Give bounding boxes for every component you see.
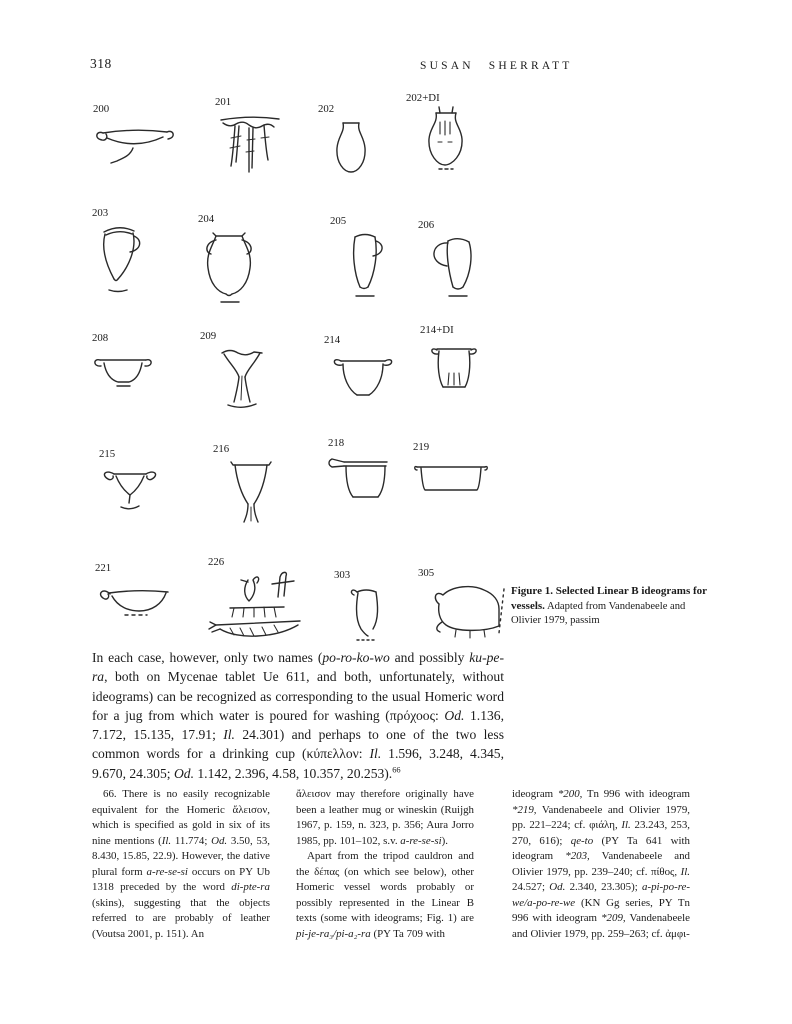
ideogram-label: 214 bbox=[324, 334, 341, 346]
ideogram-202 bbox=[318, 103, 374, 179]
footnote-column-1 bbox=[92, 787, 270, 942]
ideogram-label: 206 bbox=[418, 219, 435, 231]
ideogram-305-drawing bbox=[426, 581, 508, 643]
ideogram-205 bbox=[330, 215, 388, 303]
ideogram-216 bbox=[213, 443, 279, 529]
ideogram-221-drawing bbox=[95, 576, 177, 622]
ideogram-203 bbox=[92, 207, 148, 297]
ideogram-206-drawing bbox=[426, 233, 480, 303]
ideogram-label: 215 bbox=[99, 448, 116, 460]
ideogram-label: 218 bbox=[328, 437, 345, 449]
ideogram-218-drawing bbox=[328, 451, 394, 507]
ideogram-216-drawing bbox=[223, 457, 279, 529]
ideogram-303 bbox=[334, 569, 390, 647]
ideogram-208 bbox=[92, 332, 154, 398]
ideogram-label: 214+DI bbox=[420, 324, 454, 336]
ideogram-203-drawing bbox=[92, 221, 148, 297]
footnote-66-part-3: Apart from the tripod cauldron and the δέπας (on which see below), other Homeric vessel words probably or possibly represented in the Linear B texts (some with ideograms; Fig. 1) are pi-je-ra₃/pi-a₂-ra (PY Ta 709 with bbox=[296, 850, 474, 940]
figure-caption bbox=[511, 584, 707, 629]
footnote-column-3 bbox=[512, 787, 690, 942]
ideogram-218 bbox=[328, 437, 394, 507]
ideogram-226 bbox=[208, 556, 310, 650]
ideogram-label: 203 bbox=[92, 207, 109, 219]
footnote-66-part-2: ἄλεισον may therefore originally have been a leather mug or wineskin (Ruijgh 1967, p. 159, n. 323, p. 356; Aura Jorro 1985, pp. 101–102, s.v. a-re-se-si). bbox=[296, 788, 474, 847]
ideogram-214-di bbox=[420, 324, 482, 402]
ideogram-200 bbox=[93, 103, 178, 169]
ideogram-label: 201 bbox=[215, 96, 232, 108]
ideogram-219 bbox=[413, 441, 489, 499]
ideogram-label: 209 bbox=[200, 330, 217, 342]
body-paragraph: In each case, however, only two names (po-ro-ko-wo and possibly ku-pe-ra, both on Mycenae tablet Ue 611, and both, unfortunately, without ideograms) can be recognized as corresponding to the usual Homeric word for a jug from which water is poured for washing (πρόχοος: Od. 1.136, 7.172, 15.135, 17.91; Il. 24.301) and perhaps to one of the two less common words for a drinking cup (κύπελλον: Il. 1.596, 3.248, 4.345, 9.670, 24.305; Od. 1.142, 2.396, 4.58, 10.357, 20.253).$^{66}$ bbox=[92, 650, 505, 781]
footnote-column-2 bbox=[296, 787, 474, 942]
ideogram-label: 305 bbox=[418, 567, 435, 579]
ideogram-214 bbox=[324, 334, 396, 404]
footnote-66-part-1: 66. There is no easily recognizable equivalent for the Homeric ἄλεισον, which is specified as gold in six of its nine mentions (Il. 11.774; Od. 3.50, 53, 8.430, 15.85, 22.9). However, the dative plural form a-re-se-si occurs on PY Ub 1318 preceded by the word di-pte-ra (skins), suggesting that the objects referred to are probably of leather (Voutsa 2001, p. 151). An bbox=[92, 788, 270, 940]
running-head: SUSAN SHERRATT bbox=[420, 60, 573, 72]
figure-caption-title: Figure 1. Selected Linear B ideograms for vessels. bbox=[511, 585, 707, 613]
figure-caption-source: Adapted from Vandenabeele and Olivier 1979, passim bbox=[511, 601, 686, 627]
ideogram-label: 216 bbox=[213, 443, 230, 455]
ideogram-label: 221 bbox=[95, 562, 112, 574]
ideogram-label: 219 bbox=[413, 441, 430, 453]
ideogram-209 bbox=[200, 330, 274, 416]
ideogram-label: 202 bbox=[318, 103, 335, 115]
ideogram-226-drawing bbox=[208, 570, 310, 650]
ideogram-label: 303 bbox=[334, 569, 351, 581]
ideogram-201-drawing bbox=[215, 110, 285, 182]
ideogram-214-di-drawing bbox=[426, 338, 482, 402]
ideogram-209-drawing bbox=[212, 344, 274, 416]
ideogram-label: 208 bbox=[92, 332, 109, 344]
ideogram-205-drawing bbox=[342, 229, 388, 303]
ideogram-215 bbox=[99, 448, 161, 516]
ideogram-label: 204 bbox=[198, 213, 215, 225]
ideogram-305 bbox=[418, 567, 508, 643]
ideogram-202-di-drawing bbox=[421, 106, 471, 178]
ideogram-201 bbox=[215, 96, 285, 182]
ideogram-204-drawing bbox=[198, 227, 260, 305]
ideogram-214-drawing bbox=[330, 348, 396, 404]
ideogram-221 bbox=[95, 562, 177, 622]
ideogram-label: 200 bbox=[93, 103, 110, 115]
ideogram-202-di bbox=[406, 92, 471, 178]
footnote-66-part-4: ideogram *200, Tn 996 with ideogram *219, Vandenabeele and Olivier 1979, pp. 221–224; cf. φιάλη, Il. 23.243, 253, 270, 616); qe-to (PY Ta 641 with ideogram *203, Vandenabeele and Olivier 1979, pp. 239–240; cf. πίθος, Il. 24.527; Od. 2.340, 23.305); a-pi-po-re-we/a-po-re-we (KN Gg series, PY Tn 996 with ideogram *209, Vandenabeele and Olivier 1979, pp. 259–263; cf. ἀμφι- bbox=[512, 788, 690, 940]
ideogram-303-drawing bbox=[344, 583, 390, 647]
ideogram-206 bbox=[418, 219, 480, 303]
ideogram-label: 202+DI bbox=[406, 92, 440, 104]
ideogram-label: 205 bbox=[330, 215, 347, 227]
ideogram-215-drawing bbox=[99, 462, 161, 516]
ideogram-202-drawing bbox=[328, 117, 374, 179]
ideogram-204 bbox=[198, 213, 260, 305]
page-number: 318 bbox=[90, 56, 112, 71]
ideogram-label: 226 bbox=[208, 556, 225, 568]
ideogram-200-drawing bbox=[93, 117, 178, 169]
ideogram-208-drawing bbox=[92, 346, 154, 398]
ideogram-219-drawing bbox=[413, 455, 489, 499]
